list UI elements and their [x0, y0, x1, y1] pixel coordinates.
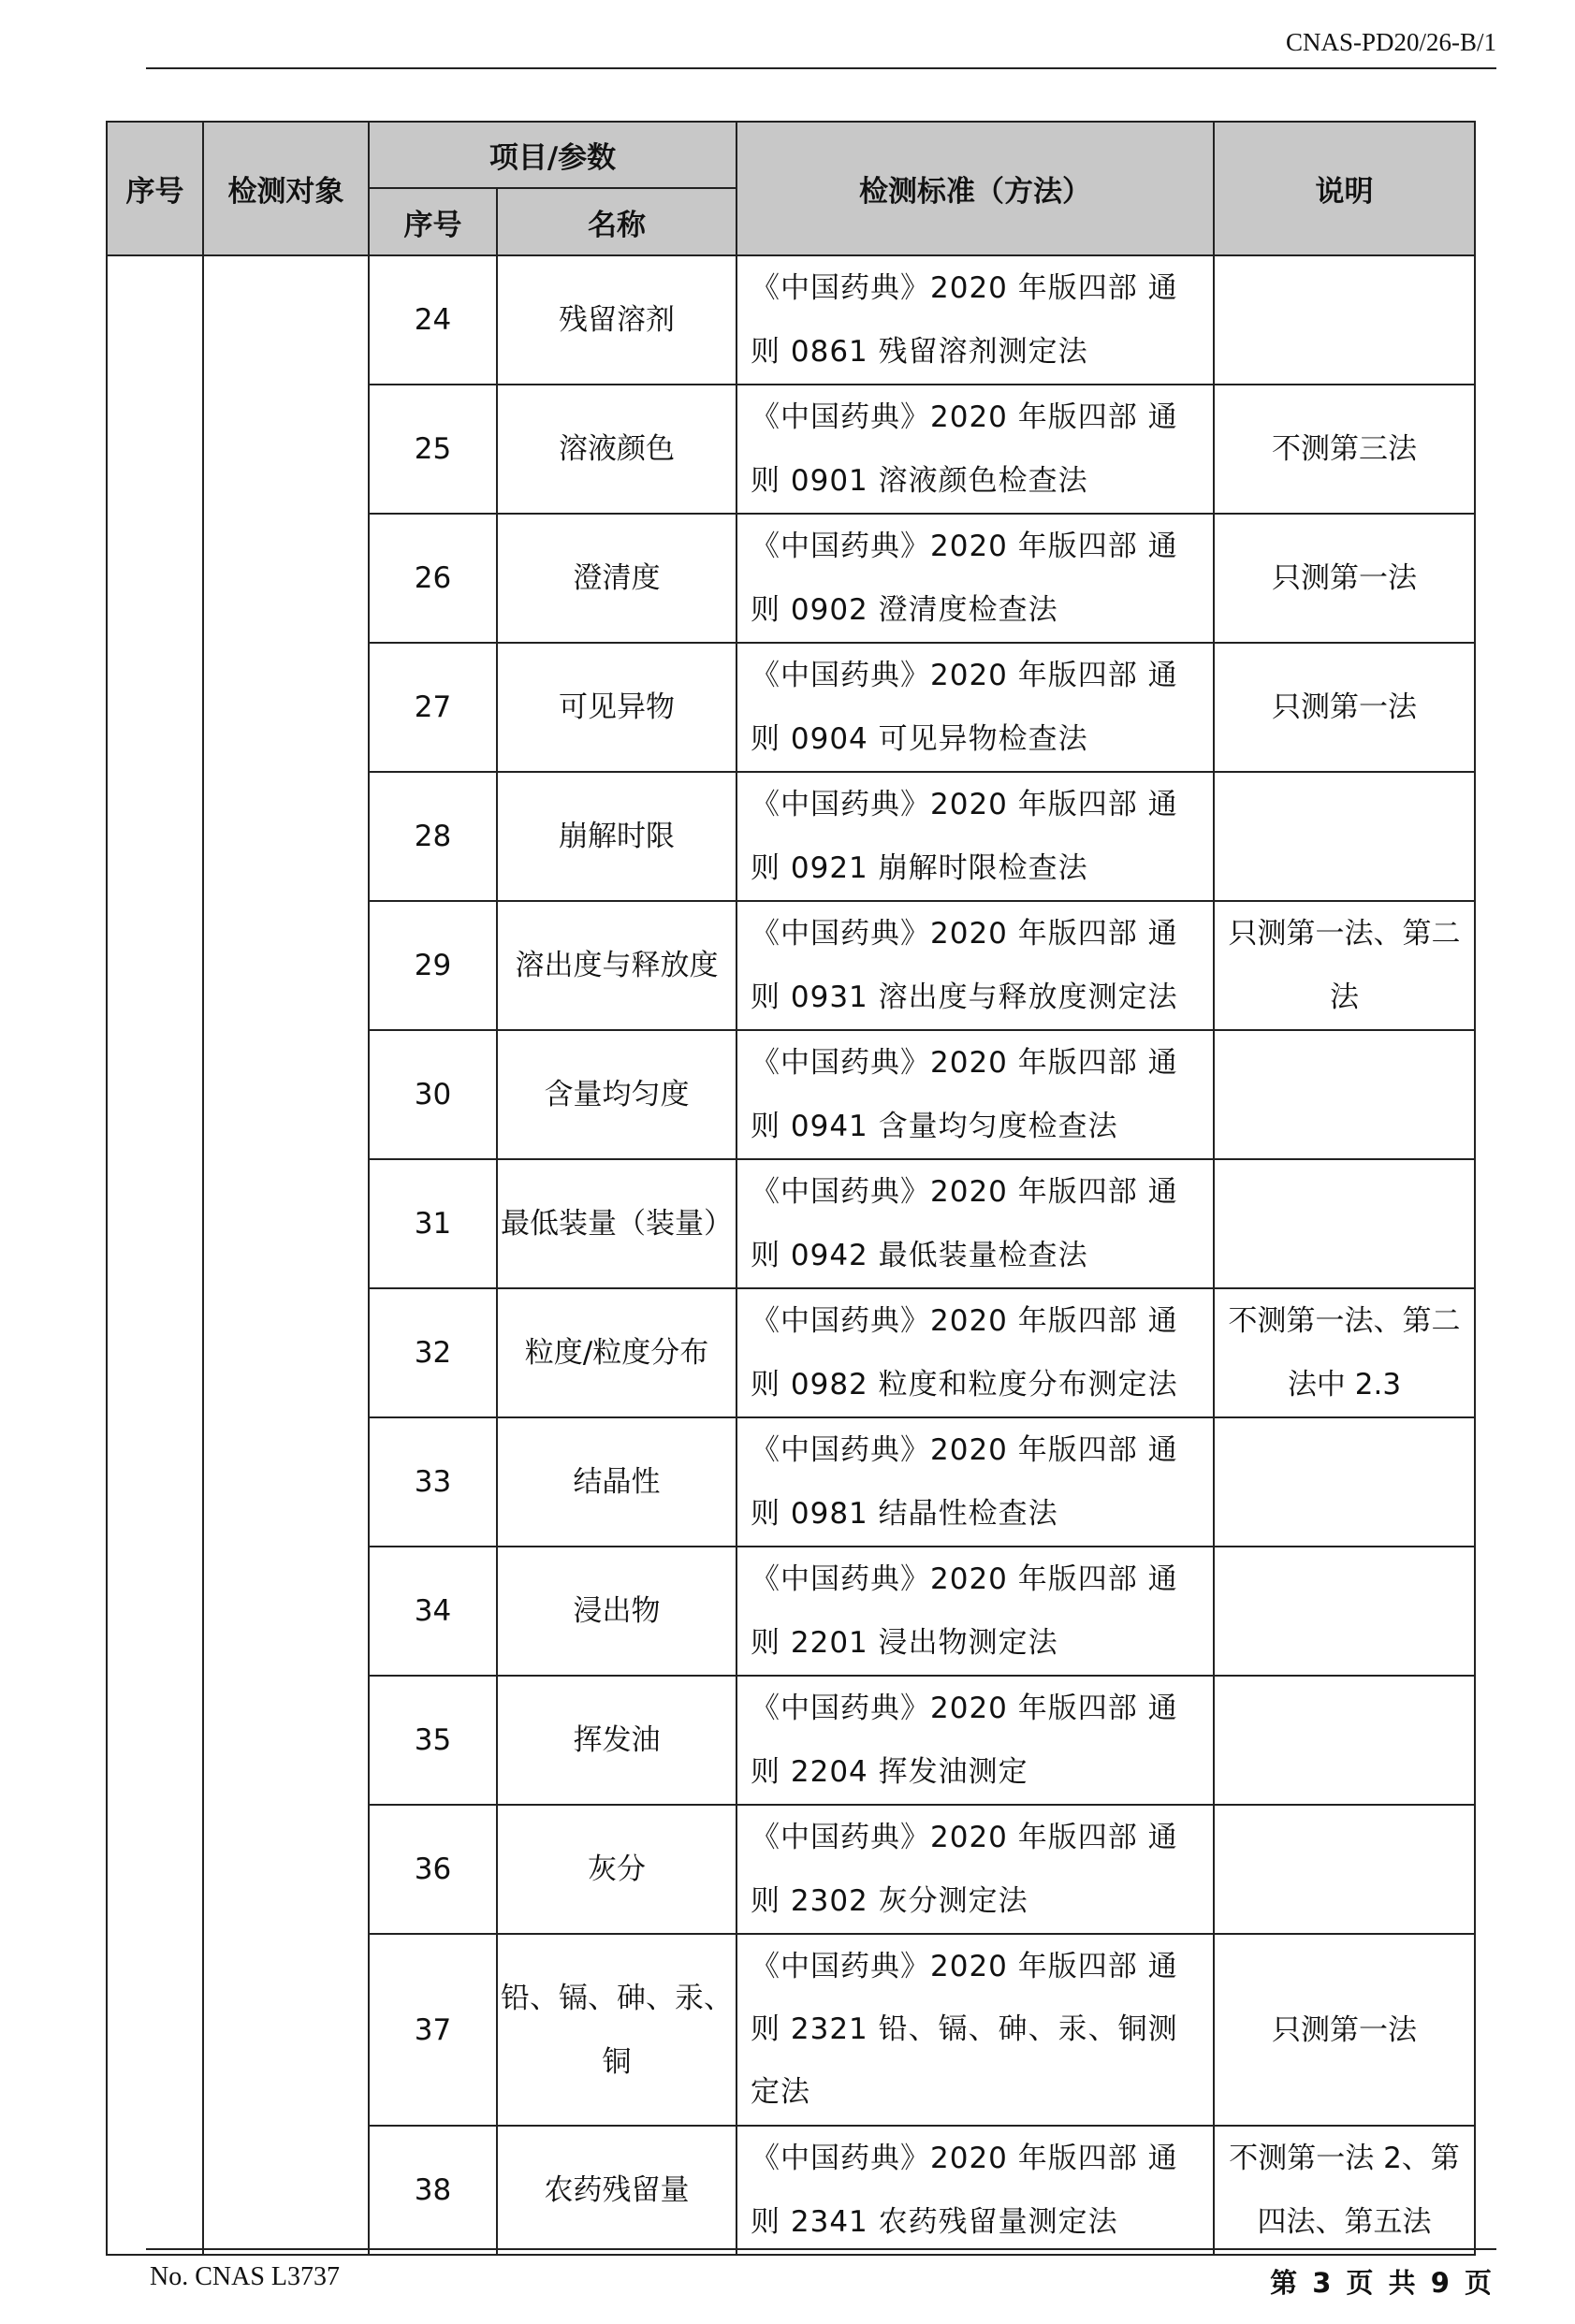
note-cell: [1214, 1805, 1475, 1934]
header-item-group: 项目/参数: [369, 122, 736, 188]
item-number-cell: 32: [369, 1288, 497, 1417]
note-cell: [1214, 772, 1475, 901]
item-name-cell: 灰分: [497, 1805, 736, 1934]
note-cell: [1214, 1030, 1475, 1159]
item-name-cell: 挥发油: [497, 1676, 736, 1805]
header-note: 说明: [1214, 122, 1475, 255]
header-seq: 序号: [107, 122, 203, 255]
seq-cell: [107, 255, 203, 2255]
item-number-cell: 37: [369, 1934, 497, 2126]
standard-cell: 《中国药典》2020 年版四部 通则 0981 结晶性检查法: [736, 1417, 1214, 1547]
item-name-cell: 崩解时限: [497, 772, 736, 901]
note-cell: 不测第一法 2、第四法、第五法: [1214, 2126, 1475, 2255]
item-number-cell: 30: [369, 1030, 497, 1159]
item-number-cell: 38: [369, 2126, 497, 2255]
footer-page-info: 第 3 页 共 9 页: [1270, 2267, 1495, 2299]
header-object: 检测对象: [203, 122, 369, 255]
standard-cell: 《中国药典》2020 年版四部 通则 2204 挥发油测定: [736, 1676, 1214, 1805]
header-item-seq: 序号: [369, 188, 497, 255]
item-number-cell: 27: [369, 643, 497, 772]
header-item-name: 名称: [497, 188, 736, 255]
item-number-cell: 24: [369, 255, 497, 385]
note-cell: [1214, 255, 1475, 385]
item-name-cell: 溶液颜色: [497, 385, 736, 514]
item-name-cell: 结晶性: [497, 1417, 736, 1547]
standard-cell: 《中国药典》2020 年版四部 通则 2321 铅、镉、砷、汞、铜测定法: [736, 1934, 1214, 2126]
standard-cell: 《中国药典》2020 年版四部 通则 0904 可见异物检查法: [736, 643, 1214, 772]
standard-cell: 《中国药典》2020 年版四部 通则 0942 最低装量检查法: [736, 1159, 1214, 1288]
item-name-cell: 浸出物: [497, 1547, 736, 1676]
note-cell: 只测第一法: [1214, 1934, 1475, 2126]
item-number-cell: 35: [369, 1676, 497, 1805]
standard-cell: 《中国药典》2020 年版四部 通则 2302 灰分测定法: [736, 1805, 1214, 1934]
standard-cell: 《中国药典》2020 年版四部 通则 2201 浸出物测定法: [736, 1547, 1214, 1676]
note-cell: [1214, 1159, 1475, 1288]
object-cell: [203, 255, 369, 2255]
item-number-cell: 34: [369, 1547, 497, 1676]
item-name-cell: 粒度/粒度分布: [497, 1288, 736, 1417]
note-cell: [1214, 1417, 1475, 1547]
standard-cell: 《中国药典》2020 年版四部 通则 0931 溶出度与释放度测定法: [736, 901, 1214, 1030]
item-name-cell: 澄清度: [497, 514, 736, 643]
item-number-cell: 28: [369, 772, 497, 901]
standard-cell: 《中国药典》2020 年版四部 通则 0921 崩解时限检查法: [736, 772, 1214, 901]
header-rule: [146, 67, 1496, 69]
item-name-cell: 溶出度与释放度: [497, 901, 736, 1030]
note-cell: [1214, 1676, 1475, 1805]
item-name-cell: 农药残留量: [497, 2126, 736, 2255]
standard-cell: 《中国药典》2020 年版四部 通则 2341 农药残留量测定法: [736, 2126, 1214, 2255]
standard-cell: 《中国药典》2020 年版四部 通则 0902 澄清度检查法: [736, 514, 1214, 643]
note-cell: 不测第三法: [1214, 385, 1475, 514]
item-name-cell: 铅、镉、砷、汞、铜: [497, 1934, 736, 2126]
footer-rule: [146, 2248, 1496, 2250]
item-number-cell: 33: [369, 1417, 497, 1547]
item-number-cell: 36: [369, 1805, 497, 1934]
document-code: CNAS-PD20/26-B/1: [1285, 28, 1496, 56]
item-name-cell: 残留溶剂: [497, 255, 736, 385]
table-row: [107, 255, 1475, 385]
item-number-cell: 29: [369, 901, 497, 1030]
note-cell: [1214, 1547, 1475, 1676]
note-cell: 只测第一法: [1214, 514, 1475, 643]
item-name-cell: 含量均匀度: [497, 1030, 736, 1159]
scope-table: [106, 121, 1476, 2256]
item-number-cell: 26: [369, 514, 497, 643]
item-name-cell: 最低装量（装量）: [497, 1159, 736, 1288]
item-number-cell: 31: [369, 1159, 497, 1288]
note-cell: 不测第一法、第二法中 2.3: [1214, 1288, 1475, 1417]
note-cell: 只测第一法、第二法: [1214, 901, 1475, 1030]
item-name-cell: 可见异物: [497, 643, 736, 772]
item-number-cell: 25: [369, 385, 497, 514]
standard-cell: 《中国药典》2020 年版四部 通则 0941 含量均匀度检查法: [736, 1030, 1214, 1159]
standard-cell: 《中国药典》2020 年版四部 通则 0901 溶液颜色检查法: [736, 385, 1214, 514]
standard-cell: 《中国药典》2020 年版四部 通则 0861 残留溶剂测定法: [736, 255, 1214, 385]
footer-doc-number: No. CNAS L3737: [150, 2262, 341, 2291]
note-cell: 只测第一法: [1214, 643, 1475, 772]
header-standard: 检测标准（方法）: [736, 122, 1214, 255]
standard-cell: 《中国药典》2020 年版四部 通则 0982 粒度和粒度分布测定法: [736, 1288, 1214, 1417]
